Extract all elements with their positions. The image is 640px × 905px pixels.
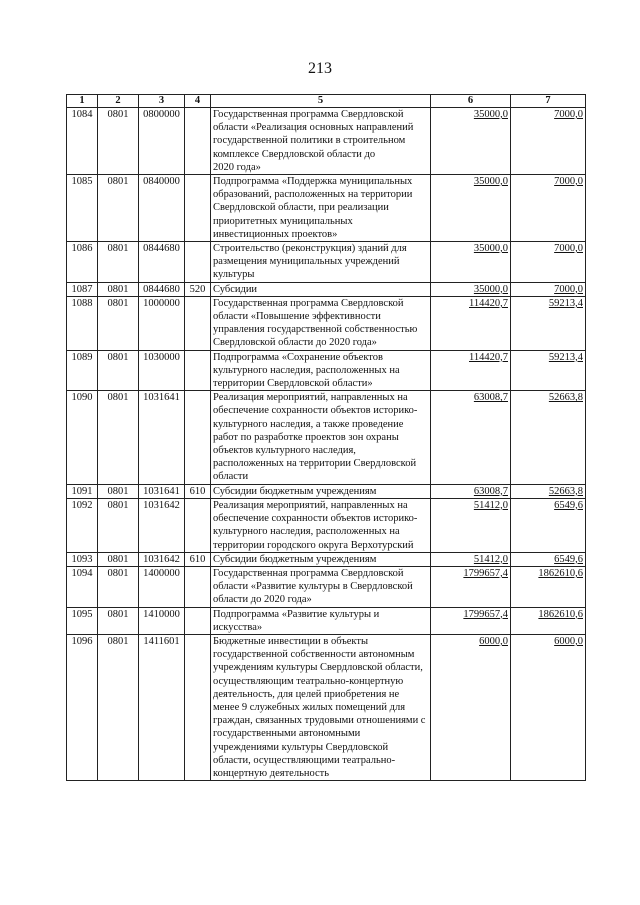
amount-year-2-value: 59213,4 xyxy=(548,297,583,309)
section-code: 0801 xyxy=(98,282,139,296)
amount-year-2-value: 1862610,6 xyxy=(538,567,583,579)
article-code: 1031642 xyxy=(139,498,185,552)
amount-year-1 xyxy=(431,566,511,607)
amount-year-1-value: 35000,0 xyxy=(473,109,508,120)
amount-year-2-value: 52663,8 xyxy=(548,392,583,404)
amount-year-1 xyxy=(431,552,511,566)
amount-year-2-value: 6549,6 xyxy=(554,553,583,565)
table-row xyxy=(67,607,586,634)
row-number: 1086 xyxy=(67,242,98,283)
article-code: 1031642 xyxy=(139,552,185,566)
table-row xyxy=(67,242,586,283)
amount-year-1 xyxy=(431,108,511,175)
row-number: 1093 xyxy=(67,552,98,566)
item-name: Реализация мероприятий, направленных на обеспечение сохранности объектов историко- культурного наследия, расположенных на территории городского округа Верхотурский xyxy=(211,498,431,552)
amount-year-1 xyxy=(431,350,511,391)
amount-year-2 xyxy=(511,242,586,283)
item-name: Государственная программа Свердловской области «Развитие культуры в Свердловской области до 2020 года» xyxy=(211,566,431,607)
article-code: 1000000 xyxy=(139,296,185,350)
amount-year-2 xyxy=(511,175,586,242)
table-row xyxy=(67,282,586,296)
amount-year-1 xyxy=(431,175,511,242)
budget-table xyxy=(66,94,586,781)
amount-year-1 xyxy=(431,296,511,350)
article-code: 1031641 xyxy=(139,391,185,484)
article-code: 1030000 xyxy=(139,350,185,391)
amount-year-2-value: 7000,0 xyxy=(554,283,583,295)
section-code: 0801 xyxy=(98,391,139,484)
row-number: 1096 xyxy=(67,634,98,780)
table-row xyxy=(67,566,586,607)
amount-year-2 xyxy=(511,296,586,350)
row-number: 1088 xyxy=(67,296,98,350)
item-name: Субсидии бюджетным учреждениям xyxy=(211,484,431,498)
article-code: 0800000 xyxy=(139,108,185,175)
row-number: 1095 xyxy=(67,607,98,634)
section-code: 0801 xyxy=(98,634,139,780)
item-name: Бюджетные инвестиции в объекты государственной собственности автономным учреждениям культуры Свердловской области, осуществляющим театрально-концертную деятельность, для целей приобретения не менее 9 служебных жилых помещений для граждан, связанных трудовыми отношениями с государственными автономными учреждениями культуры Свердловской области, осуществляющими театрально- концертную деятельность xyxy=(211,634,431,780)
amount-year-1 xyxy=(431,242,511,283)
expense-type-code xyxy=(185,391,211,484)
article-code: 1411601 xyxy=(139,634,185,780)
page-number: 213 xyxy=(308,60,332,77)
item-name: Государственная программа Свердловской области «Реализация основных направлений государственной политики в строительном комплексе Свердловской области до 2020 года» xyxy=(211,108,431,175)
amount-year-1-value: 1799657,4 xyxy=(463,567,508,579)
table-row xyxy=(67,108,586,175)
expense-type-code: 610 xyxy=(185,484,211,498)
header-col-4: 4 xyxy=(185,95,211,108)
table-row xyxy=(67,484,586,498)
article-code: 0840000 xyxy=(139,175,185,242)
section-code: 0801 xyxy=(98,108,139,175)
amount-year-2 xyxy=(511,498,586,552)
article-code: 0844680 xyxy=(139,282,185,296)
amount-year-1-value: 1799657,4 xyxy=(463,608,508,620)
header-col-7: 7 xyxy=(511,95,586,108)
amount-year-2-value: 6549,6 xyxy=(554,499,583,511)
item-name: Строительство (реконструкция) зданий для размещения муниципальных учреждений культуры xyxy=(211,242,431,283)
table-row xyxy=(67,350,586,391)
expense-type-code xyxy=(185,634,211,780)
table-row xyxy=(67,391,586,484)
table-row xyxy=(67,634,586,780)
amount-year-1-value: 63008,7 xyxy=(473,485,508,497)
section-code: 0801 xyxy=(98,350,139,391)
article-code: 1400000 xyxy=(139,566,185,607)
row-number: 1091 xyxy=(67,484,98,498)
amount-year-1 xyxy=(431,607,511,634)
amount-year-2-value: 7000,0 xyxy=(554,176,583,188)
section-code: 0801 xyxy=(98,566,139,607)
amount-year-2-value: 1862610,6 xyxy=(538,608,583,620)
amount-year-1 xyxy=(431,282,511,296)
amount-year-1 xyxy=(431,498,511,552)
amount-year-1-value: 6000,0 xyxy=(479,635,508,647)
item-name: Подпрограмма «Сохранение объектов культурного наследия, расположенных на территории Свердловской области» xyxy=(211,350,431,391)
header-col-2: 2 xyxy=(98,95,139,108)
item-name: Субсидии бюджетным учреждениям xyxy=(211,552,431,566)
amount-year-2-value: 52663,8 xyxy=(548,485,583,497)
amount-year-2 xyxy=(511,607,586,634)
expense-type-code xyxy=(185,350,211,391)
amount-year-1-value: 35000,0 xyxy=(473,243,508,255)
header-col-1: 1 xyxy=(67,95,98,108)
row-number: 1090 xyxy=(67,391,98,484)
row-number: 1087 xyxy=(67,282,98,296)
amount-year-2 xyxy=(511,634,586,780)
amount-year-2-value: 7000,0 xyxy=(554,109,583,120)
expense-type-code xyxy=(185,498,211,552)
expense-type-code xyxy=(185,607,211,634)
section-code: 0801 xyxy=(98,296,139,350)
article-code: 1031641 xyxy=(139,484,185,498)
amount-year-2 xyxy=(511,552,586,566)
table-header-row xyxy=(67,95,586,108)
amount-year-2 xyxy=(511,484,586,498)
amount-year-1-value: 35000,0 xyxy=(473,283,508,295)
amount-year-1 xyxy=(431,391,511,484)
article-code: 1410000 xyxy=(139,607,185,634)
amount-year-2-value: 6000,0 xyxy=(554,635,583,647)
item-name: Реализация мероприятий, направленных на обеспечение сохранности объектов историко- культурного наследия, а также проведение работ по разработке проектов зон охраны объектов культурного наследия, расположенных на территории Свердловской области xyxy=(211,391,431,484)
section-code: 0801 xyxy=(98,552,139,566)
section-code: 0801 xyxy=(98,242,139,283)
amount-year-2 xyxy=(511,391,586,484)
row-number: 1089 xyxy=(67,350,98,391)
row-number: 1094 xyxy=(67,566,98,607)
table-row xyxy=(67,552,586,566)
amount-year-1 xyxy=(431,634,511,780)
expense-type-code xyxy=(185,566,211,607)
section-code: 0801 xyxy=(98,175,139,242)
amount-year-2-value: 7000,0 xyxy=(554,243,583,255)
expense-type-code: 520 xyxy=(185,282,211,296)
item-name: Подпрограмма «Развитие культуры и искусства» xyxy=(211,607,431,634)
item-name: Субсидии xyxy=(211,282,431,296)
row-number: 1092 xyxy=(67,498,98,552)
amount-year-1-value: 35000,0 xyxy=(473,176,508,188)
table-row xyxy=(67,498,586,552)
amount-year-1-value: 63008,7 xyxy=(473,392,508,404)
item-name: Государственная программа Свердловской области «Повышение эффективности управления государственной собственностью Свердловской области до 2020 года» xyxy=(211,296,431,350)
header-col-5: 5 xyxy=(211,95,431,108)
amount-year-1-value: 51412,0 xyxy=(473,553,508,565)
amount-year-2-value: 59213,4 xyxy=(548,351,583,363)
article-code: 0844680 xyxy=(139,242,185,283)
expense-type-code xyxy=(185,108,211,175)
expense-type-code xyxy=(185,296,211,350)
amount-year-1-value: 114420,7 xyxy=(469,297,508,309)
header-col-6: 6 xyxy=(431,95,511,108)
item-name: Подпрограмма «Поддержка муниципальных образований, расположенных на территории Свердловской области, при реализации приоритетных муниципальных инвестиционных проектов» xyxy=(211,175,431,242)
section-code: 0801 xyxy=(98,484,139,498)
row-number: 1085 xyxy=(67,175,98,242)
expense-type-code: 610 xyxy=(185,552,211,566)
section-code: 0801 xyxy=(98,498,139,552)
table-row xyxy=(67,175,586,242)
amount-year-2 xyxy=(511,108,586,175)
amount-year-1 xyxy=(431,484,511,498)
row-number: 1084 xyxy=(67,108,98,175)
amount-year-1-value: 51412,0 xyxy=(473,499,508,511)
expense-type-code xyxy=(185,242,211,283)
table-row xyxy=(67,296,586,350)
expense-type-code xyxy=(185,175,211,242)
amount-year-2 xyxy=(511,566,586,607)
amount-year-2 xyxy=(511,282,586,296)
header-col-3: 3 xyxy=(139,95,185,108)
amount-year-2 xyxy=(511,350,586,391)
amount-year-1-value: 114420,7 xyxy=(469,351,508,363)
section-code: 0801 xyxy=(98,607,139,634)
